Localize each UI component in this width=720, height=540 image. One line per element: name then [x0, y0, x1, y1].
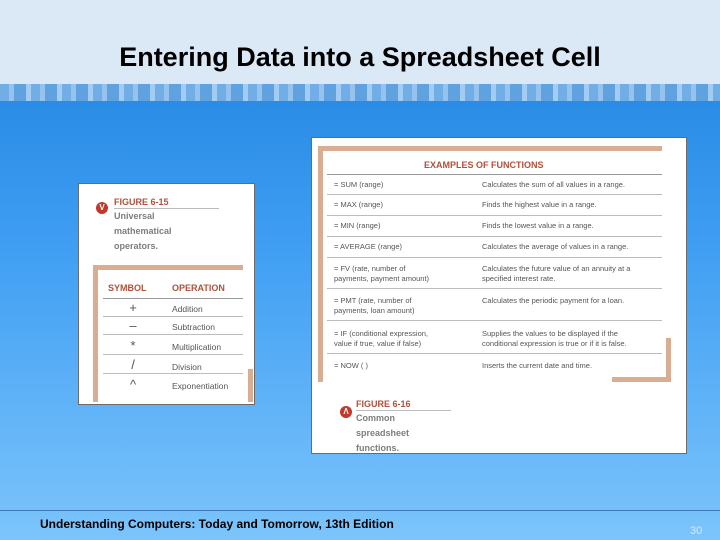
table-rule — [327, 353, 662, 354]
operation-cell: Addition — [172, 304, 203, 314]
description-cell: Calculates the future value of an annuity at a — [482, 264, 631, 273]
table-rule — [103, 316, 243, 317]
function-cell: = PMT (rate, number of — [334, 296, 412, 305]
function-cell: = FV (rate, number of — [334, 264, 406, 273]
table-rule — [327, 194, 662, 195]
function-cell: value if true, value if false) — [334, 339, 422, 348]
footer-text: Understanding Computers: Today and Tomorrow, 13th Edition — [40, 517, 394, 531]
description-cell: Finds the lowest value in a range. — [482, 221, 594, 230]
description-cell: Calculates the sum of all values in a range. — [482, 180, 625, 189]
description-cell: Supplies the values to be displayed if the — [482, 329, 618, 338]
decorative-band — [0, 84, 720, 101]
figure-operators-card — [78, 183, 255, 405]
operation-cell: Division — [172, 362, 202, 372]
table-frame — [93, 265, 243, 270]
symbol-cell: ^ — [129, 377, 137, 392]
symbol-cell: * — [130, 338, 136, 353]
function-cell: = MAX (range) — [334, 200, 383, 209]
function-cell: = SUM (range) — [334, 180, 384, 189]
footer-rule — [0, 510, 720, 511]
table-rule — [327, 236, 662, 237]
description-cell: specified interest rate. — [482, 274, 556, 283]
column-header-operation: OPERATION — [172, 283, 225, 293]
symbol-cell: / — [131, 357, 135, 372]
table-rule — [327, 320, 662, 321]
figure-number: FIGURE 6-15 — [114, 197, 169, 207]
figure-functions-card — [311, 137, 687, 454]
description-cell: conditional expression is true or if it is false. — [482, 339, 627, 348]
description-cell: Calculates the periodic payment for a loan. — [482, 296, 625, 305]
table-rule — [103, 354, 243, 355]
figure-marker-icon: Λ — [340, 406, 352, 418]
functions-heading: EXAMPLES OF FUNCTIONS — [424, 160, 544, 170]
table-frame — [666, 338, 671, 382]
table-rule — [327, 257, 662, 258]
table-rule — [103, 373, 243, 374]
figure-caption-line: spreadsheet — [356, 428, 410, 438]
description-cell: Calculates the average of values in a range. — [482, 242, 629, 251]
figure-number: FIGURE 6-16 — [356, 399, 411, 409]
table-rule — [103, 334, 243, 335]
function-cell: = IF (conditional expression, — [334, 329, 429, 338]
table-frame — [318, 146, 662, 151]
table-frame — [93, 265, 98, 402]
page-number: 30 — [690, 525, 703, 537]
slide-title: Entering Data into a Spreadsheet Cell — [119, 42, 601, 72]
column-header-symbol: SYMBOL — [108, 283, 147, 293]
function-cell: payments, payment amount) — [334, 274, 430, 283]
table-rule — [327, 174, 662, 175]
table-rule — [327, 215, 662, 216]
function-cell: payments, loan amount) — [334, 306, 415, 315]
table-frame — [612, 377, 671, 382]
operation-cell: Multiplication — [172, 342, 222, 352]
function-cell: = MIN (range) — [334, 221, 381, 230]
symbol-cell: – — [129, 318, 137, 333]
figure-caption-line: functions. — [356, 443, 399, 453]
table-frame — [318, 146, 323, 382]
figure-marker-icon: V — [96, 202, 108, 214]
table-rule — [327, 288, 662, 289]
figure-caption-line: Universal — [114, 211, 155, 221]
figure-caption-line: mathematical — [114, 226, 172, 236]
figure-caption-line: operators. — [114, 241, 159, 251]
figure-caption-line: Common — [356, 413, 395, 423]
description-cell: Finds the highest value in a range. — [482, 200, 597, 209]
function-cell: = AVERAGE (range) — [334, 242, 403, 251]
operation-cell: Subtraction — [172, 322, 215, 332]
table-rule — [103, 298, 243, 299]
table-frame — [248, 369, 253, 402]
function-cell: = NOW ( ) — [334, 361, 368, 370]
description-cell: Inserts the current date and time. — [482, 361, 593, 370]
operation-cell: Exponentiation — [172, 381, 229, 391]
symbol-cell: + — [129, 300, 137, 315]
